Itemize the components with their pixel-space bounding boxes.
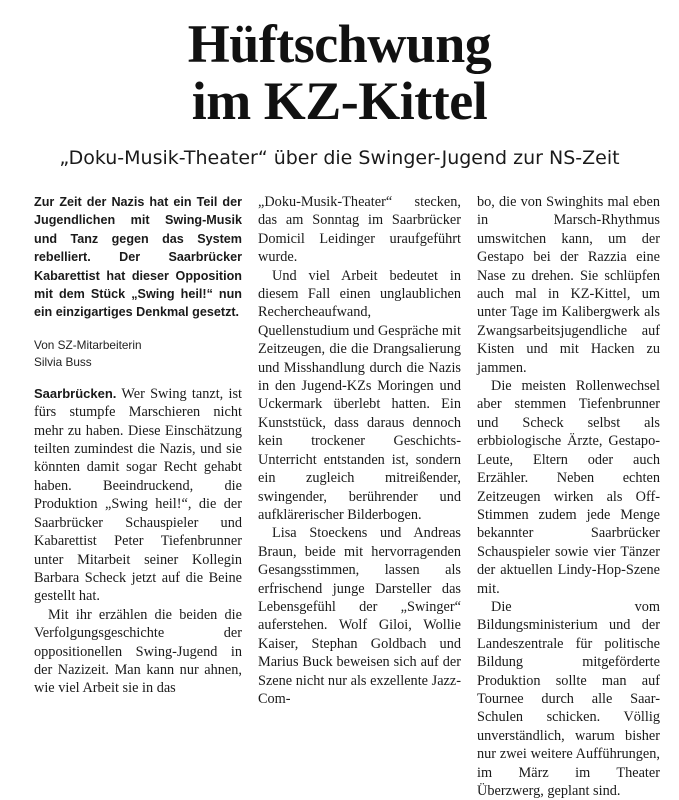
column-1	[34, 193, 242, 698]
body-paragraph-2-end: „Doku-Musik-Theater“ stecken, das am Sonntag im Saarbrücker Domicil Leidinger uraufgeführt wurde.	[258, 194, 461, 266]
byline-role: Von SZ-Mitarbeiterin	[34, 337, 142, 352]
intro-paragraph: Zur Zeit der Nazis hat ein Teil der Jugendlichen mit Swing-Musik und Tanz gegen das System rebelliert. Der Saarbrücker Kabarettist hat dieser Opposition mit dem Stück „Swing heil!“ nun ein einzigartiges Denkmal gesetzt.	[34, 195, 242, 320]
body-paragraph-3: Und viel Arbeit bedeutet in diesem Fall einen unglaublichen Rechercheaufwand, Quellenstudium und Gespräche mit Zeitzeugen, die die Drangsalierung und Misshandlung durch die Nazis in den Jugend-KZs Moringen und Uckermark überlebt hatten. Ein Kunststück, dass daraus dennoch kein trockener Geschichts-Unterricht entstanden ist, sondern ein zugleich mitreißender, swingender, berührender und aufklärerischer Bilderbogen.	[258, 267, 461, 523]
byline	[34, 337, 242, 371]
headline-line-1: Hüftschwung	[187, 14, 492, 74]
body-paragraph-4-start: Lisa Stoeckens und Andreas Braun, beide mit hervorragenden Gesangsstimmen, lassen als erfrischend junge Darsteller das Lebensgefühl der „Swinger“ auferstehen. Wolf Giloi, Wollie Kaiser, Stephan Goldbach und Marius Buck beweisen sich auf der Szene nicht nur als exzellente Jazz-Com-	[258, 525, 461, 707]
dateline: Saarbrücken.	[34, 385, 117, 401]
subheadline: „Doku-Musik-Theater“ über die Swinger-Jugend zur NS-Zeit	[59, 147, 620, 169]
body-paragraph-2-start: Mit ihr erzählen die beiden die Verfolgungsgeschichte der oppositionellen Swing-Jugend in der Nazizeit. Man kann nur ahnen, wie viel Arbeit sie in das	[34, 606, 242, 697]
column-3	[477, 193, 660, 800]
headline	[0, 16, 679, 130]
body-paragraph-5: Die meisten Rollenwechsel aber stemmen Tiefenbrunner und Scheck selbst als erbbiologische Ärzte, Gestapo-Leute, Eltern oder auch Erzähler. Neben echten Zeitzeugen wirken als Off-Stimmen zudem jede Menge bekannter Saarbrücker Schauspieler sowie vier Tänzer der aktuellen Lindy-Hop-Szene mit.	[477, 378, 660, 597]
body-paragraph-4-end: bo, die von Swinghits mal eben in Marsch-Rhythmus umswitchen kann, um der Gestapo bei der Razzia eine Nase zu drehen. Sie schlüpfen auch mal in KZ-Kittel, um unter Tage im Kalibergwerk als Zwangsarbeitsjugendliche auf Kisten und mit Hacken zu jammen.	[477, 194, 660, 376]
body-paragraph-1-text: Wer Swing tanzt, ist fürs stumpfe Marschieren nicht mehr zu haben. Diese Einschätzung teilten zumindest die Nazis, und sie könnten damit sogar Recht gehabt haben. Beeindruckend, die Produktion „Swing heil!“, die der Saarbrücker Schauspieler und Kabarettist Peter Tiefenbrunner unter Mitarbeit seiner Kollegin Barbara Scheck jetzt auf die Beine gestellt hat.	[34, 385, 242, 605]
column-2	[258, 193, 461, 708]
headline-line-2: im KZ-Kittel	[191, 71, 488, 131]
body-paragraph-6: Die vom Bildungsministerium und der Landeszentrale für politische Bildung mitgeförderte Produktion sollte man auf Tournee durch alle Saar-Schulen schicken. Völlig unverständlich, warum bisher nur zwei weitere Aufführungen, im März im Theater Überzwerg, geplant sind.	[477, 598, 660, 799]
byline-author: Silvia Buss	[34, 354, 92, 369]
body-paragraph-1	[34, 385, 242, 606]
